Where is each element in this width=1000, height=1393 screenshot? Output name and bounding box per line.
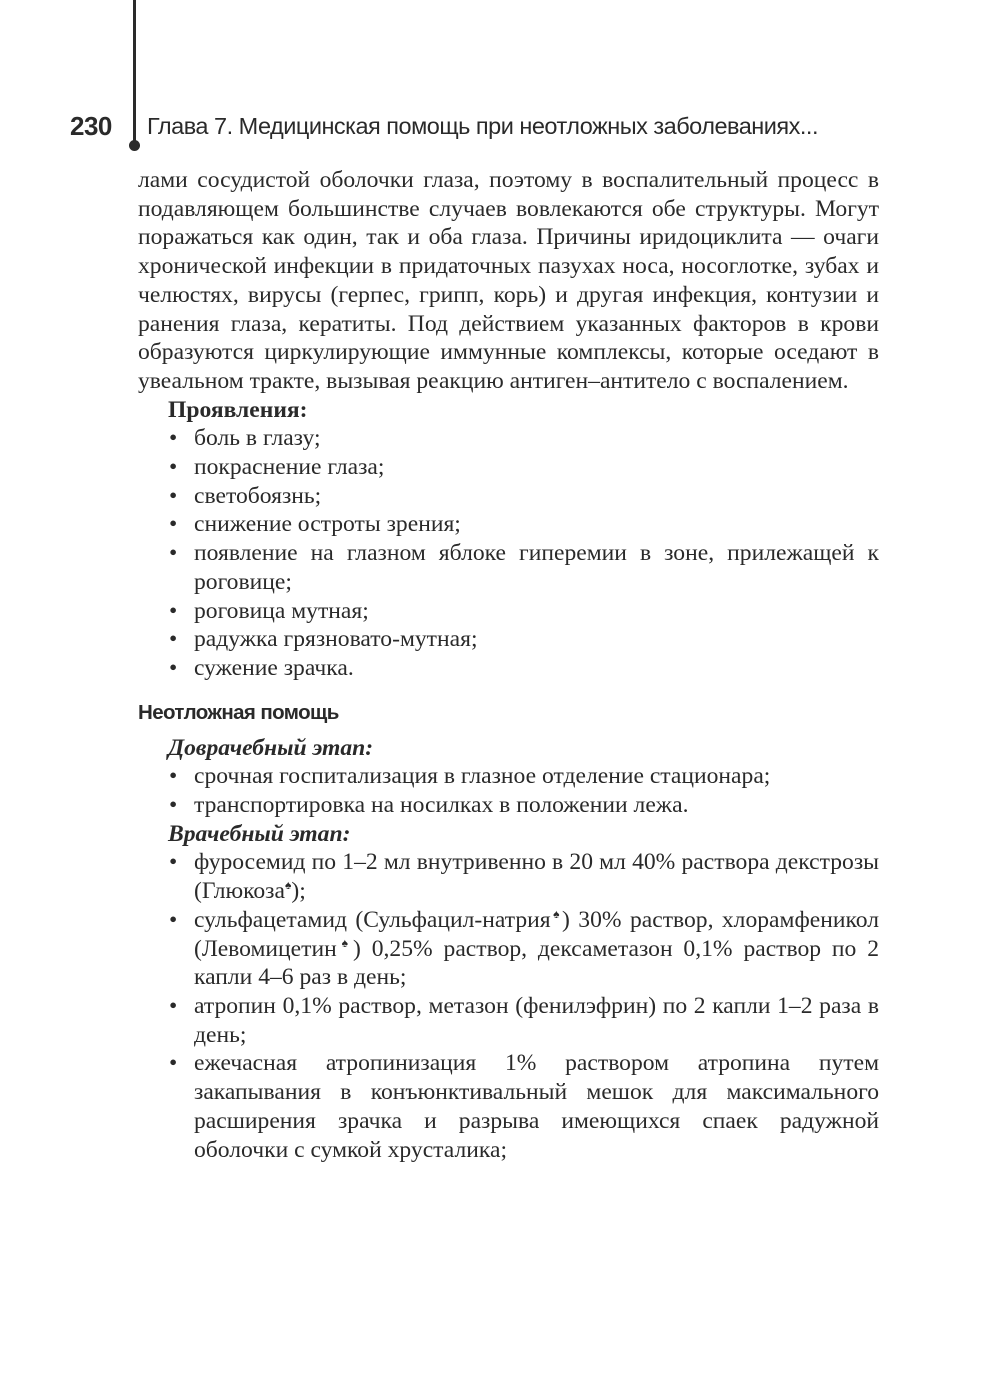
list-item	[138, 424, 879, 453]
list-item	[138, 848, 879, 905]
prehospital-stage-title: Доврачебный этап:	[168, 734, 374, 761]
medical-stage-title: Врачебный этап:	[168, 820, 351, 847]
list-item	[138, 992, 879, 1049]
list-item-text: светобоязнь;	[194, 482, 322, 509]
list-item-text: покраснение глаза;	[194, 454, 385, 481]
list-item-text: фуросемид по 1–2 мл внутривенно в 20 мл 40% раствора декстрозы (Глюкоза	[194, 849, 879, 905]
list-item	[138, 1049, 879, 1164]
bullet: •	[169, 792, 178, 819]
intro-paragraph: лами сосудистой оболочки глаза, поэтому в воспалительный процесс в подавляющем большинстве случаев вовлекаются обе структуры. Могут поражаться как один, так и оба глаза. Причины иридоциклита — очаги хронической инфекции в придаточных пазухах носа, носоглотке, зубах и челюстях, вирусы (герпес, грипп, корь) и другая инфекция, контузии и ранения глаза, кератиты. Под действием указанных факторов в крови образуются циркулирующие иммунные комплексы, которые оседают в увеальном тракте, вызывая реакцию антиген–антитело с воспалением.	[138, 167, 879, 394]
bullet: •	[169, 626, 178, 653]
bullet: •	[169, 763, 178, 790]
list-item	[138, 906, 879, 992]
trademark-icon: ♠	[336, 935, 354, 950]
list-item	[138, 625, 879, 654]
bullet: •	[169, 654, 178, 681]
bullet: •	[169, 454, 178, 481]
list-item-text: ) 0,25% раствор, дексаметазон 0,1% раствор по 2 капли 4–6 раз в день;	[194, 935, 879, 991]
list-item-text: );	[291, 878, 306, 905]
manifestations-list	[138, 424, 879, 682]
page-number: 230	[70, 111, 112, 141]
trademark-icon: ♠	[550, 907, 563, 922]
list-item	[138, 791, 879, 820]
list-item-text: снижение остроты зрения;	[194, 511, 461, 538]
list-item-text: боль в глазу;	[194, 425, 321, 452]
list-item-text: атропин 0,1% раствор, метазон (фенилэфрин) по 2 капли 1–2 раза в день;	[194, 992, 879, 1048]
margin-rule-dot	[129, 140, 140, 151]
list-item	[138, 654, 879, 683]
bullet: •	[169, 906, 178, 933]
list-item	[138, 453, 879, 482]
margin-rule	[133, 0, 136, 142]
list-item	[138, 762, 879, 791]
emergency-section-title: Неотложная помощь	[138, 700, 339, 724]
manifestations-title: Проявления:	[168, 396, 308, 423]
prehospital-list	[138, 762, 879, 819]
bullet: •	[169, 1050, 178, 1077]
list-item-text: сульфацетамид (Сульфацил-натрия	[194, 906, 551, 933]
bullet: •	[169, 540, 178, 567]
bullet: •	[169, 597, 178, 624]
trademark-icon: ♠	[284, 878, 292, 893]
list-item-text: срочная госпитализация в глазное отделение стационара;	[194, 763, 771, 790]
bullet: •	[169, 482, 178, 509]
list-item-text: сужение зрачка.	[194, 654, 354, 681]
list-item-text: ) 30% раствор, хлорамфеникол (Левомицетин	[194, 906, 879, 962]
list-item-text: ежечасная атропинизация 1% раствором атропина путем закапывания в конъюнктивальный мешок для максимального расширения зрачка и разрыва имеющихся спаек радужной оболочки с сумкой хрусталика;	[194, 1050, 879, 1163]
list-item-text: транспортировка на носилках в положении лежа.	[194, 792, 689, 819]
bullet: •	[169, 511, 178, 538]
bullet: •	[169, 992, 178, 1019]
list-item	[138, 597, 879, 626]
list-item	[138, 510, 879, 539]
bullet: •	[169, 849, 178, 876]
list-item-text: появление на глазном яблоке гиперемии в зоне, прилежащей к роговице;	[194, 540, 879, 595]
list-item-text: радужка грязновато-мутная;	[194, 626, 478, 653]
running-head: Глава 7. Медицинская помощь при неотложных заболеваниях...	[147, 113, 818, 139]
page-content	[138, 166, 879, 1164]
list-item	[138, 482, 879, 511]
list-item-text: роговица мутная;	[194, 597, 369, 624]
medical-list	[138, 848, 879, 1164]
list-item	[138, 539, 879, 596]
bullet: •	[169, 425, 178, 452]
